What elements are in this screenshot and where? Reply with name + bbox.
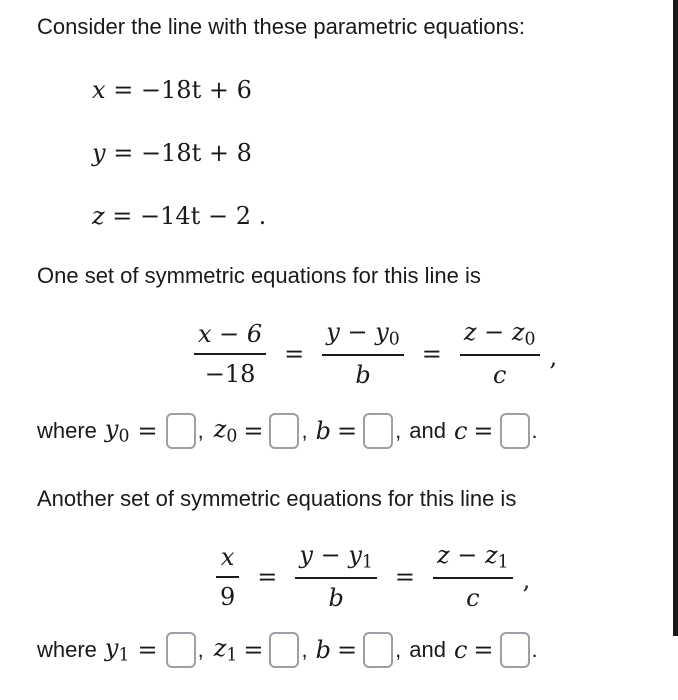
set2-frac3-denominator: c — [466, 584, 480, 613]
set1-frac3-numerator: $z - z_0$ — [463, 318, 536, 350]
set1-fraction-x — [194, 320, 266, 388]
parametric-x — [92, 76, 252, 104]
right-edge-rule — [673, 0, 678, 636]
set2-fraction-z — [433, 541, 513, 612]
equals-sign: = — [473, 417, 494, 445]
comma: , — [395, 418, 402, 443]
where-label: where — [37, 637, 97, 662]
period: . — [531, 637, 538, 662]
b-answer-input[interactable] — [363, 632, 393, 668]
parametric-y-var: y — [92, 139, 106, 167]
set2-frac3-numerator: $z - z_1$ — [436, 541, 509, 573]
set1-symmetric-equation — [186, 318, 557, 389]
where-label: where — [37, 418, 97, 443]
set1-answer-row — [37, 413, 542, 449]
comma: , — [395, 637, 402, 662]
equals-sign: = — [336, 417, 358, 445]
set1-heading: One set of symmetric equations for this line is — [37, 263, 481, 288]
parametric-y-rhs: = −18t + 8 — [113, 139, 252, 167]
set2-answer-row — [37, 632, 542, 668]
set1-frac1-denominator: −18 — [204, 359, 256, 388]
b-answer-input[interactable] — [363, 413, 393, 449]
set1-frac3-denominator: c — [492, 361, 507, 390]
parametric-z-rhs: = −14t − 2 . — [112, 202, 267, 230]
equals-sign: = — [137, 636, 158, 664]
y1-answer-input[interactable] — [166, 632, 196, 668]
comma: , — [197, 418, 204, 443]
equals-sign: = — [473, 636, 494, 664]
set2-frac1-numerator: x — [220, 542, 235, 571]
parametric-z-var: z — [92, 202, 105, 230]
y0-label: $y_0$ — [104, 415, 130, 447]
parametric-x-var: x — [92, 76, 106, 104]
period: . — [531, 418, 538, 443]
z1-label: $z_1$ — [213, 634, 238, 666]
trailing-comma: , — [522, 565, 531, 594]
b-label: b — [315, 636, 331, 664]
z1-answer-input[interactable] — [269, 632, 299, 668]
c-answer-input[interactable] — [500, 632, 530, 668]
parametric-x-rhs: = −18t + 6 — [113, 76, 252, 104]
c-answer-input[interactable] — [500, 413, 530, 449]
equals-sign: = — [243, 417, 264, 445]
equals-sign: = — [284, 339, 305, 368]
y0-answer-input[interactable] — [166, 413, 196, 449]
set1-frac2-denominator: b — [355, 361, 371, 390]
and-label: and — [409, 418, 446, 443]
set2-frac1-denominator: 9 — [220, 582, 236, 611]
equals-sign: = — [243, 636, 264, 664]
parametric-y — [92, 139, 252, 167]
set2-fraction-x — [216, 543, 239, 611]
set2-frac2-denominator: b — [328, 584, 344, 613]
set2-fraction-y — [295, 541, 376, 612]
equals-sign: = — [257, 562, 278, 591]
set2-frac2-numerator: $y - y_1$ — [299, 541, 373, 573]
c-label: c — [453, 417, 468, 445]
intro-text: Consider the line with these parametric equations: — [37, 14, 525, 39]
comma: , — [301, 418, 308, 443]
set2-symmetric-equation — [208, 541, 530, 612]
z0-answer-input[interactable] — [269, 413, 299, 449]
equals-sign: = — [394, 562, 415, 591]
set1-fraction-z — [460, 318, 540, 389]
trailing-comma: , — [549, 342, 558, 371]
comma: , — [197, 637, 204, 662]
equals-sign: = — [421, 339, 442, 368]
and-label: and — [409, 637, 446, 662]
c-label: c — [453, 636, 468, 664]
set1-fraction-y — [322, 318, 403, 389]
b-label: b — [315, 417, 331, 445]
y1-label: $y_1$ — [104, 634, 130, 666]
comma: , — [301, 637, 308, 662]
equals-sign: = — [137, 417, 158, 445]
set2-heading: Another set of symmetric equations for this line is — [37, 486, 517, 511]
set1-frac1-numerator: x − 6 — [198, 319, 263, 348]
equals-sign: = — [336, 636, 358, 664]
set1-frac2-numerator: $y - y_0$ — [326, 318, 400, 350]
z0-label: $z_0$ — [213, 415, 238, 447]
parametric-z — [92, 202, 266, 230]
